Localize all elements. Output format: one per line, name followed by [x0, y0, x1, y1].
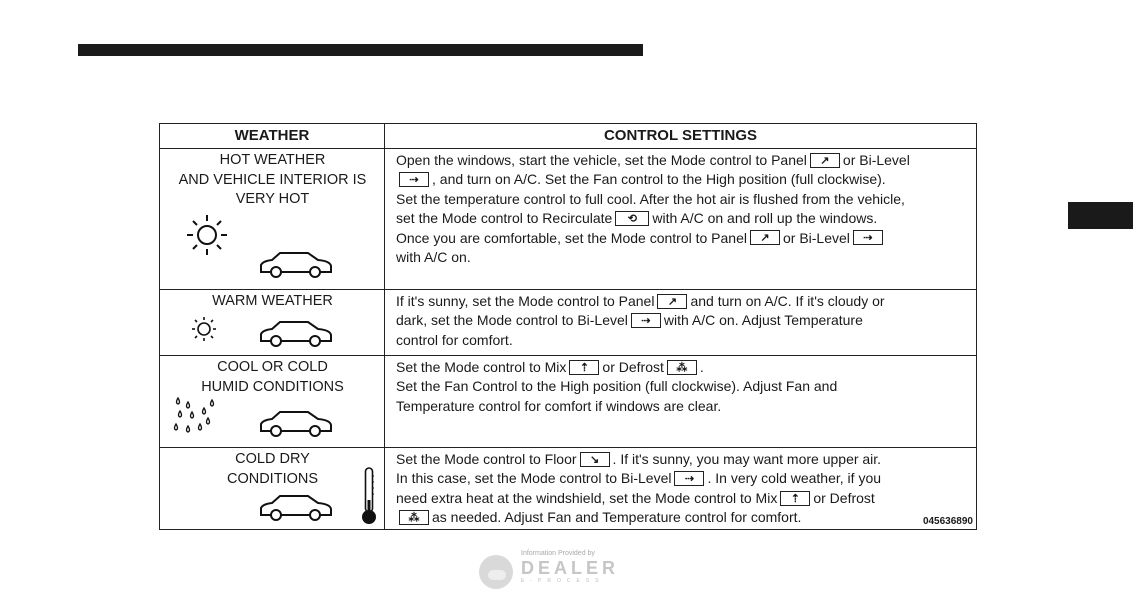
bi-level-mode-icon: ⇢	[631, 313, 661, 328]
cool-humid-row	[160, 356, 976, 448]
weather-condition: COLD DRY CONDITIONS	[226, 451, 319, 487]
control-settings-cell	[396, 356, 968, 416]
cold-dry-row	[160, 448, 976, 529]
weather-cell	[160, 448, 385, 529]
sun-icon	[184, 212, 230, 258]
weather-condition: COOL OR COLD HUMID CONDITIONS	[201, 359, 344, 395]
control-instructions: Open the windows, start the vehicle, set the Mode control to Panel ↗ or Bi-Level ⇢ , and turn on A/C. Set the Fan control to the High position (full clockwise). Set the temperature control to full cool. After the hot air is flushed from the vehicle, set the Mode control to Recirculate ⟲ with A/C on and roll up the windows. Once you are comfortable, set the Mode control to Panel ↗ or Bi-Level ⇢ with A/C on.	[396, 152, 910, 266]
panel-mode-icon: ↗	[657, 294, 687, 309]
watermark-subtitle: E-PROCESS	[521, 578, 605, 584]
bi-level-mode-icon: ⇢	[853, 230, 883, 245]
figure-code: 045636890	[922, 516, 973, 527]
weather-cell	[160, 149, 385, 289]
header-rule	[78, 44, 643, 56]
mix-mode-icon: ⇡	[780, 491, 810, 506]
recirculate-icon: ⟲	[615, 211, 649, 226]
watermark-caption: Information Provided by	[521, 550, 595, 557]
car-icon	[258, 249, 334, 279]
thermometer-icon	[360, 466, 378, 526]
panel-mode-icon: ↗	[810, 153, 840, 168]
raindrops-icon	[172, 394, 220, 440]
panel-mode-icon: ↗	[750, 230, 780, 245]
car-icon	[258, 492, 334, 522]
weather-cell	[160, 356, 385, 447]
control-settings-cell	[396, 149, 968, 267]
weather-column-header: WEATHER	[160, 124, 385, 149]
control-settings-column-header: CONTROL SETTINGS	[385, 124, 976, 149]
mix-mode-icon: ⇡	[569, 360, 599, 375]
bi-level-mode-icon: ⇢	[399, 172, 429, 187]
control-instructions: If it's sunny, set the Mode control to Panel ↗ and turn on A/C. If it's cloudy or dark, set the Mode control to Bi-Level ⇢ with A/C on. Adjust Temperature control for comfort.	[396, 293, 885, 348]
defrost-icon: ⁂	[399, 510, 429, 525]
control-settings-cell	[396, 290, 968, 350]
bi-level-mode-icon: ⇢	[674, 471, 704, 486]
watermark	[477, 548, 647, 588]
small-sun-icon	[190, 315, 218, 343]
section-tab	[1068, 202, 1133, 229]
floor-mode-icon: ↘	[580, 452, 610, 467]
weather-condition: HOT WEATHER AND VEHICLE INTERIOR IS VERY HOT	[178, 152, 367, 207]
watermark-brand: DEALER	[521, 558, 620, 578]
control-instructions: Set the Mode control to Mix ⇡ or Defrost ⁂ . Set the Fan Control to the High position (full clockwise). Adjust Fan and Temperature control for comfort if windows are clear.	[396, 359, 838, 414]
dealer-logo-icon	[479, 555, 513, 589]
climate-control-table	[159, 123, 977, 530]
car-icon	[258, 318, 334, 348]
weather-condition: WARM WEATHER	[212, 293, 333, 309]
control-settings-cell	[396, 448, 968, 528]
hot-weather-row	[160, 149, 976, 290]
control-instructions: Set the Mode control to Floor ↘ . If it's sunny, you may want more upper air. In this case, set the Mode control to Bi-Level ⇢ . In very cold weather, if you need extra heat at the windshield, set the Mode control to Mix ⇡ or Defrost ⁂ as needed. Adjust Fan and Temperature control for comfort.	[396, 451, 882, 526]
car-icon	[258, 408, 334, 438]
warm-weather-row	[160, 290, 976, 356]
weather-cell	[160, 290, 385, 355]
defrost-icon: ⁂	[667, 360, 697, 375]
